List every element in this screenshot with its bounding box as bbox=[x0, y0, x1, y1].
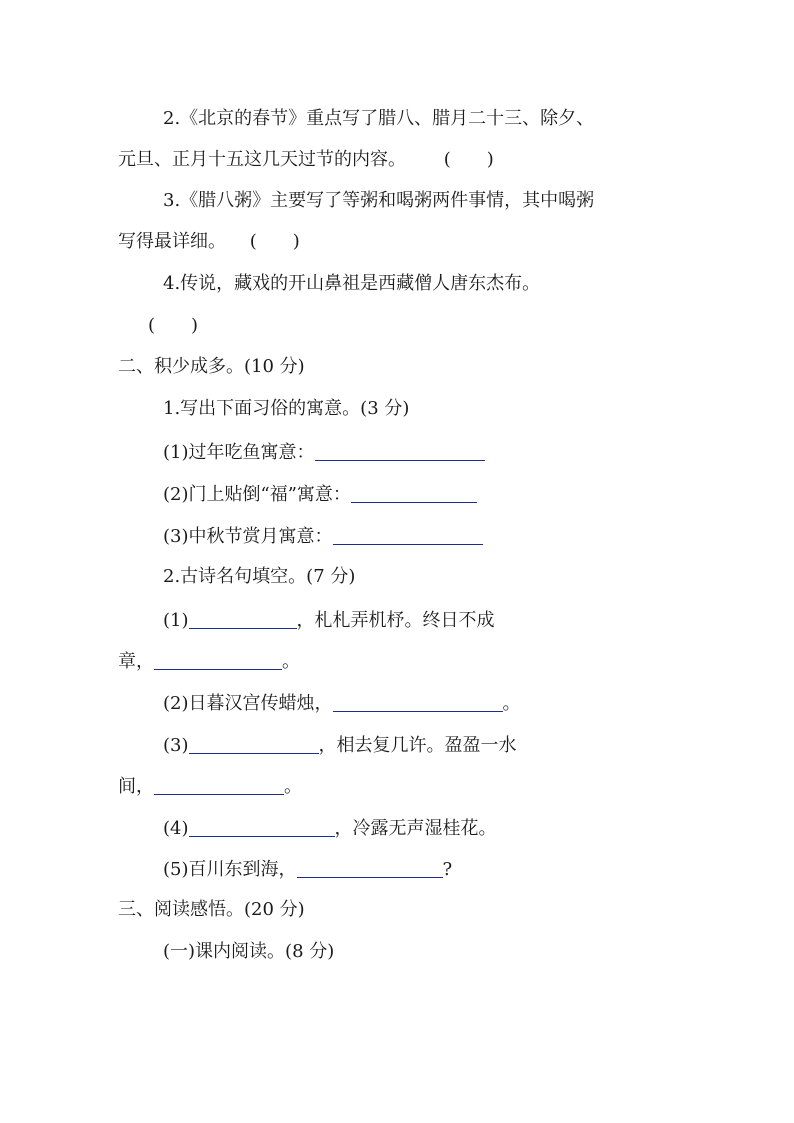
custom-item-1-blank[interactable] bbox=[315, 442, 485, 461]
section-3-heading-text: 三、阅读感悟。(20 分) bbox=[118, 899, 305, 920]
custom-item-1-label: (1)过年吃鱼寓意： bbox=[163, 442, 315, 463]
question-4-text-1: 4.传说，藏戏的开山鼻祖是西藏僧人唐东杰布。 bbox=[163, 273, 541, 294]
poem-item-2-prefix: (2)日暮汉宫传蜡烛， bbox=[163, 693, 333, 714]
poem-item-5 bbox=[163, 856, 452, 880]
section-2-heading-text: 二、积少成多。(10 分) bbox=[118, 356, 305, 377]
custom-item-3-label: (3)中秋节赏月寓意： bbox=[163, 526, 333, 547]
question-2-line-1 bbox=[163, 107, 594, 131]
question-2-text-1: 2.《北京的春节》重点写了腊八、腊月二十三、除夕、 bbox=[163, 108, 595, 129]
poem-item-5-prefix: (5)百川东到海， bbox=[163, 859, 297, 880]
poem-item-2 bbox=[163, 690, 521, 714]
poem-item-2-blank[interactable] bbox=[333, 693, 503, 712]
question-3-answer-paren[interactable]: ( ) bbox=[249, 231, 300, 252]
section-2-q1-title bbox=[163, 397, 409, 421]
section-3-heading bbox=[118, 898, 305, 922]
poem-item-3-blank-1[interactable] bbox=[189, 735, 319, 754]
custom-item-2-blank[interactable] bbox=[351, 484, 477, 503]
custom-item-3-blank[interactable] bbox=[333, 526, 483, 545]
poem-item-1-suffix: ，札札弄机杼。终日不成 bbox=[296, 610, 495, 631]
poem-item-3-suffix: ，相去复几许。盈盈一水 bbox=[318, 735, 517, 756]
question-2-text-2: 元旦、正月十五这几天过节的内容。 bbox=[118, 149, 406, 170]
poem-item-3-period: 。 bbox=[284, 776, 302, 797]
poem-item-1-blank-1[interactable] bbox=[189, 610, 297, 629]
question-2-line-2 bbox=[118, 148, 494, 172]
poem-item-1 bbox=[163, 607, 495, 631]
section-3-sub-1 bbox=[163, 940, 334, 964]
custom-item-2-label: (2)门上贴倒“福”寓意： bbox=[163, 484, 351, 505]
question-3-line-1 bbox=[163, 189, 594, 213]
poem-item-3-prefix: (3) bbox=[163, 735, 189, 756]
poem-item-3 bbox=[163, 732, 517, 756]
question-2-answer-paren[interactable]: ( ) bbox=[443, 149, 494, 170]
poem-item-5-blank[interactable] bbox=[297, 859, 443, 878]
section-2-q2-title-text: 2.古诗名句填空。(7 分) bbox=[163, 566, 356, 587]
custom-item-3 bbox=[163, 523, 483, 547]
poem-item-1-period: 。 bbox=[282, 651, 300, 672]
poem-item-5-question-mark: ? bbox=[442, 859, 453, 880]
poem-item-3-cont-text: 间， bbox=[118, 776, 154, 797]
poem-item-1-prefix: (1) bbox=[163, 610, 189, 631]
poem-item-1-cont bbox=[118, 648, 300, 672]
section-2-q1-title-text: 1.写出下面习俗的寓意。(3 分) bbox=[163, 398, 410, 419]
poem-item-3-blank-2[interactable] bbox=[154, 776, 284, 795]
section-2-heading bbox=[118, 355, 305, 379]
question-4-line-1 bbox=[163, 272, 540, 296]
question-3-text-2: 写得最详细。 bbox=[118, 231, 226, 252]
poem-item-1-cont-text: 章， bbox=[118, 651, 154, 672]
poem-item-3-cont bbox=[118, 773, 302, 797]
question-3-text-1: 3.《腊八粥》主要写了等粥和喝粥两件事情，其中喝粥 bbox=[163, 190, 595, 211]
custom-item-2 bbox=[163, 481, 477, 505]
poem-item-1-blank-2[interactable] bbox=[154, 651, 282, 670]
poem-item-4-prefix: (4) bbox=[163, 818, 189, 839]
poem-item-4 bbox=[163, 815, 497, 839]
question-4-answer-paren[interactable]: ( ) bbox=[148, 315, 199, 336]
poem-item-2-period: 。 bbox=[502, 693, 521, 714]
custom-item-1 bbox=[163, 439, 485, 463]
section-2-q2-title bbox=[163, 565, 355, 589]
poem-item-4-blank[interactable] bbox=[189, 818, 335, 837]
question-4-answer-line bbox=[148, 314, 198, 338]
section-3-sub-1-text: (一)课内阅读。(8 分) bbox=[163, 941, 335, 962]
poem-item-4-suffix: ，冷露无声湿桂花。 bbox=[334, 818, 497, 839]
question-3-line-2 bbox=[118, 230, 300, 254]
